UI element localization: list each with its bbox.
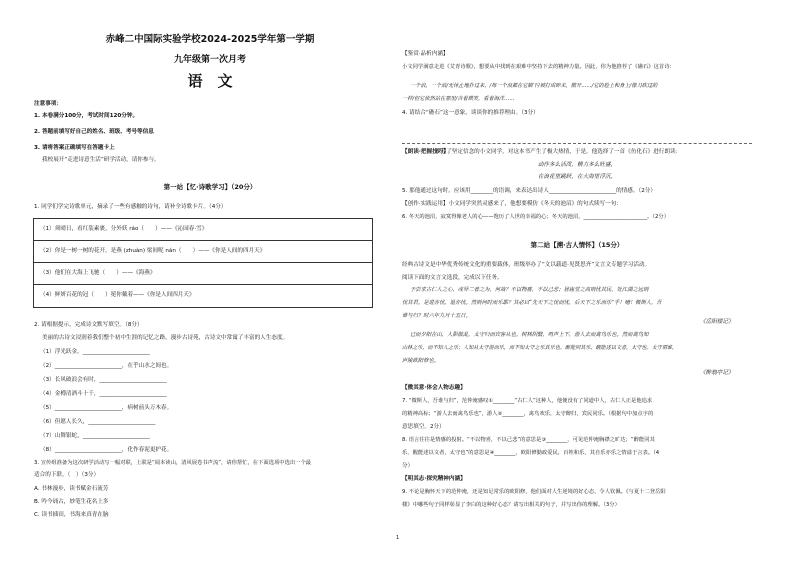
q5b-prompt: 【创作·实践运用】小文同学突然灵感来了，他想要模仿《冬天的池沼》的句式续写一句： [402,201,622,207]
list-item: （8）________________________，化作春泥更护花。 [40,447,173,453]
table-row-divider [33,284,372,285]
passage-line: 已而夕阳在山，人影散乱，太守归而宾客从也。树林阴翳，鸣声上下，游人去而禽鸟乐也。然而禽鸟知 [410,332,649,338]
passage-line: 山林之乐，而不知人之乐；人知从太守游而乐，而不知太守之乐其乐也。醉能同其乐，醒能述以文者，太守也。太守谓谁， [402,345,678,351]
section-tag-reading: 【朗读·把握技巧】 [402,149,449,155]
q3-prompt-line1: 3. 宣传组准备为这次研学活动写一幅对联，上联是“阅本读山，清风展卷书声流”，请你帮忙，在下面选项中选出一个最 [34,460,312,466]
q7-line: 的精神高标；“游人去而禽鸟乐也”，游人②________，禽鸟欢乐，太守醉归，宾民同乐。（根据句中加点字的 [402,411,654,417]
list-item: （2）________________________，在乎山水之间也。 [40,363,173,369]
sec2-paragraph: 阅读下面的文言文选段，完成以下任务。 [402,275,503,281]
table-row: （1）须晴日，看红装素裹，分外妖 ráo（ ）——《沁园春·雪》 [40,226,208,232]
page-number: 1 [396,535,400,541]
q6-prompt: 6. 冬天的池沼，寂寞得像老人的心——饱历了人世的幸福的心；冬天的池沼，________________________。（2分） [402,214,670,220]
sec2-paragraph: 经典古诗文是中华优秀传统文化的重要载体，班级举办了“文以载道·见贤思齐”文言文专题学习活动。 [402,262,651,268]
task2-tag: 【明其志·探究精神内涵】 [402,476,466,482]
list-item: （1）浮光跃金，________________________ [40,349,150,355]
q2-prompt: 2. 请根据提示，完成诗文默写填空。（8分） [34,322,143,328]
sec-a-paragraph: 小文同学满意走进《艾青诗歌》，想要从中找到在艰难中坚持下去的精神力量。因此，你为他推荐了《礁石》这首诗： [402,64,675,70]
list-item: （6）但愿人长久，________________________ [40,419,156,425]
q7-line: 7. “微斯人，吾谁与归”，范仲淹感叹①________“古仁人”这种人，他便没有了同道中人，古仁人正是他追求 [402,398,653,404]
task1-tag: 【微其意·体会人物志趣】 [402,385,466,391]
q9-line: 楼》中哪些句子同样彰显了李白的这种好心态？请写出相关的句子，并写出你的理解。（3分） [402,502,620,508]
notes-heading: 注意事项： [34,101,62,107]
passage-line: 予尝求古仁人之心，或异二者之为，何哉？不以物喜，不以己悲；居庙堂之高则忧其民，处江湖之远则 [410,287,649,293]
table-row-divider [33,262,372,263]
passage-source: 《醉翁亭记》 [700,370,734,376]
list-item: （4）金樽清酒斗十千，________________________ [40,391,167,397]
list-item: （5）________________________，病树前头万木春。 [40,405,173,411]
q3-prompt-line2: 适合的下联。（ ）（3分） [34,472,100,478]
q3-option-c: C. 读书插田，书海来真青在脑 [34,512,109,518]
subject-title: 语 文 [187,72,233,90]
q2-intro: 美丽的古诗文浸润着我们整个初中生涯的记忆之路，漫步古诗苑，古诗文中常寓了丰富的人生态度。 [42,335,289,341]
passage-line: 谁与归？时六年九月十五日。 [402,313,471,319]
passage-source: 《岳阳楼记》 [700,319,734,325]
school-title: 赤峰二中国际实验学校2024-2025学年第一学期 [105,34,315,45]
q4-prompt: 4. 请结合“礁石”这一意象，谈谈你的推荐理由。（3分） [402,110,539,116]
note-2: 2. 答题前填写好自己的姓名、班级、考号等信息 [34,129,154,135]
list-item: （3）长风破浪会有时，________________________ [40,377,167,383]
note-3: 3. 请将答案正确填写在答题卡上 [34,145,115,151]
table-row: （3）他们在大海上飞驰（ ）——《海燕》 [40,270,156,276]
exam-title: 九年级第一次月考 [173,55,246,65]
section-tag-appreciation: 【鉴赏·品析内涵】 [402,51,449,57]
answer-line [402,143,752,144]
list-item: （7）山舞银蛇，________________________ [40,433,150,439]
intro-text: 我校展开“走进诗意生活”研学活动，请你参与。 [42,157,160,163]
passage-line: 忧其君。是进亦忧，退亦忧。然则何时而乐耶？其必曰“先天下之忧而忧，后天下之乐而乐”乎！噫！微斯人，吾 [402,300,662,306]
q8-line: 分） [402,463,414,469]
poem-line: 一样/但它依然站在那里/含着微笑，看着海洋…… [402,96,515,102]
table-row: （4）鲜妍百花的冠（ ）冕你戴着——《你是人间四月天》 [40,292,195,298]
sec-b-text: 推荐了坚定信念的小文同学，对这本书产生了极大热情，于是，他选择了一首《鱼化石》进行朗读： [435,149,682,155]
table-row-divider [33,240,372,241]
q9-line: 9. 不论是胸怀天下的范仲淹，还是知足常乐的欧阳修，他们面对人生逆境的好心态，令人钦佩。《与夏十二登岳阳 [402,489,666,495]
poem-line: 动作多么活泼，精力多么旺盛， [537,162,617,168]
poem-line: 在浪花里跳跃，在大海里浮沉， [537,174,617,180]
poem-line: 一个浪，一个浪/无休止地扑过来，/每一个浪都在它脚下/被打成碎末，散开……/它的脸上和身上/像刀砍过的 [410,83,658,89]
q7-line: 意思填空。2分） [402,424,445,430]
section2-title: 第二站【溯·古人情怀】（15分） [530,241,624,249]
passage-line: 庐陵欧阳修也。 [402,358,440,364]
q1-prompt: 1. 同学们学完诗歌单元，摘录了一些有感触的诗句，请补全诗歌卡片。（4分） [34,204,227,210]
note-1: 1. 本卷满分100分，考试时间120分钟。 [34,113,139,119]
q3-option-a: A. 书林漫步，读书赋金石流芳 [34,486,109,492]
q5-prompt: 5. 那他通过这句时，应该用________的语调，来表达出诗人________________________的情感。（2分） [402,188,656,194]
q8-line: 乐，醒能述以文者，太守也”的意思是④________，欧阳修勤政爱民，百姓和乐，其自乐亦乐之情溢于言表。（4 [402,450,660,456]
q8-line: 8. 语言往往是情感的投射。“不以物喜，不以己悲”的意思是③________，可见范仲淹胸襟之旷达；“醉能同其 [402,437,655,443]
q3-option-b: B. 吟今诵古，妙笔生花名上多 [34,499,109,505]
table-row: （2）你是一树一树的花开，是燕 (zhuàn) 梁间呢 nán（ ）——《你是人间的四月天》 [40,248,266,254]
section1-title: 第一站【忆·诗歌学习】（20分） [163,183,257,191]
